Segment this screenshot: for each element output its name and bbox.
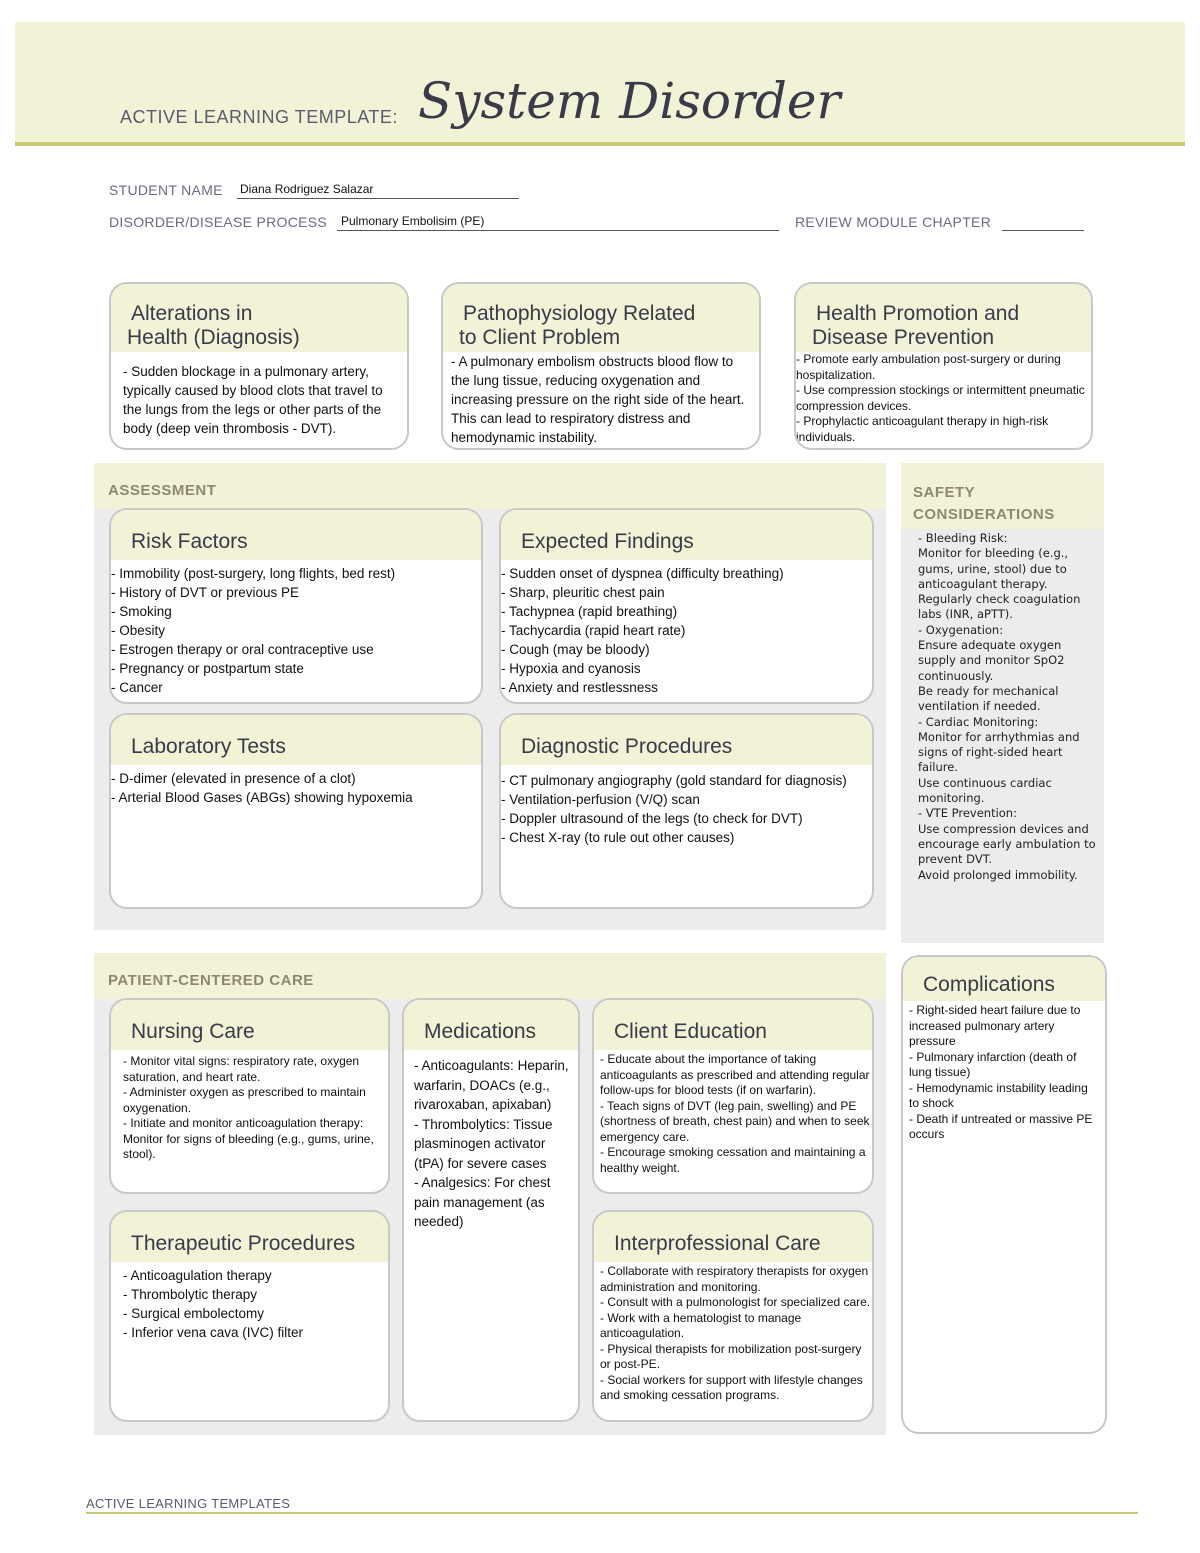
list-item: Use compression devices and encourage early ambulation to prevent DVT. [918,821,1096,867]
alterations-title-line2: Health (Diagnosis) [127,326,300,349]
list-item: - Tachypnea (rapid breathing) [501,604,678,619]
nursing-care-title: Nursing Care [111,1000,388,1050]
expected-findings-box [499,508,874,704]
interprofessional-care-box [592,1210,874,1422]
footer-label: ACTIVE LEARNING TEMPLATES [86,1496,291,1511]
list-item: - Social workers for support with lifestyle changes and smoking cessation programs. [600,1372,863,1402]
nursing-care-list [111,1050,388,1163]
footer-divider [86,1512,1138,1514]
list-item: - D-dimer (elevated in presence of a clot) [111,771,356,786]
pathophysiology-box [441,282,761,450]
list-item: - Anticoagulants: Heparin, warfarin, DOACs (e.g., rivaroxaban, apixaban) [414,1058,569,1112]
list-item: - Physical therapists for mobilization post-surgery or post-PE. [600,1341,862,1371]
pathophysiology-title-line2: to Client Problem [459,326,621,349]
list-item: - Encourage smoking cessation and maintaining a healthy weight. [600,1145,866,1175]
client-education-title: Client Education [594,1000,872,1050]
list-item: - Pulmonary infarction (death of lung tissue) [909,1049,1077,1079]
list-item: Monitor for arrhythmias and signs of right-sided heart failure. [918,729,1080,775]
list-item: - Educate about the importance of taking anticoagulants as prescribed and attending regular follow-ups for blood tests (if on warfarin). [600,1052,870,1097]
health-promotion-title-line1: Health Promotion and [816,302,1020,325]
health-promotion-title [796,284,1091,352]
list-item: - Anticoagulation therapy [123,1268,272,1283]
list-item: - Cancer [111,680,163,695]
nursing-care-box [109,998,390,1194]
complications-title: Complications [903,957,1105,1001]
safety-heading-line2: CONSIDERATIONS [913,506,1055,523]
student-name-label: STUDENT NAME [109,182,223,198]
list-item: - Cardiac Monitoring: [918,714,1039,729]
health-promotion-list [796,352,1091,445]
review-chapter-label: REVIEW MODULE CHAPTER [795,214,992,230]
list-item: - Sudden onset of dyspnea (difficulty breathing) [501,566,784,581]
list-item: - Use compression stockings or intermittent pneumatic compression devices. [796,383,1085,413]
laboratory-tests-box [109,713,483,909]
list-item: Regularly check coagulation labs (INR, aPTT). [918,592,1081,622]
list-item: - Right-sided heart failure due to increased pulmonary artery pressure [909,1003,1081,1048]
list-item: - Analgesics: For chest pain management (as needed) [414,1175,551,1229]
list-item: Use continuous cardiac monitoring. [918,775,1052,806]
list-item: - Monitor vital signs: respiratory rate, oxygen saturation, and heart rate. [123,1054,360,1084]
disorder-label: DISORDER/DISEASE PROCESS [109,214,328,230]
health-promotion-title-line2: Disease Prevention [812,326,995,349]
safety-list [918,531,1098,883]
therapeutic-procedures-box [109,1210,390,1422]
risk-factors-title: Risk Factors [111,510,481,560]
safety-heading [913,482,1055,526]
list-item: - Immobility (post-surgery, long flights, bed rest) [111,566,396,581]
expected-findings-list [501,560,872,697]
list-item: Ensure adequate oxygen supply and monitor SpO2 continuously. [918,638,1065,683]
laboratory-tests-list [111,765,481,807]
complications-list [903,1001,1105,1145]
review-chapter-field[interactable] [1002,214,1084,231]
laboratory-tests-title: Laboratory Tests [111,715,481,765]
list-item: - Collaborate with respiratory therapists for oxygen administration and monitoring. [600,1264,869,1294]
list-item: - Administer oxygen as prescribed to maintain oxygenation. [123,1085,366,1115]
pathophysiology-title-line1: Pathophysiology Related [463,302,696,325]
therapeutic-procedures-list [111,1262,388,1342]
list-item: - Thrombolytic therapy [123,1287,258,1302]
list-item: - Work with a hematologist to manage anticoagulation. [600,1310,802,1340]
list-item: - Smoking [111,604,172,619]
list-item: - Pregnancy or postpartum state [111,661,304,676]
list-item: - Oxygenation: [918,622,1004,637]
health-promotion-box [794,282,1093,450]
list-item: - Thrombolytics: Tissue plasminogen activator (tPA) for severe cases [414,1116,553,1171]
alterations-box [109,282,409,450]
list-item: - Sharp, pleuritic chest pain [501,585,665,600]
list-item: - Bleeding Risk: [918,531,1008,545]
medications-list [404,1050,578,1232]
disorder-field[interactable] [337,214,779,231]
client-education-box [592,998,874,1194]
list-item: - Initiate and monitor anticoagulation therapy: Monitor for signs of bleeding (e.g., gums, urine, stool). [123,1116,374,1161]
header-divider [15,142,1185,146]
list-item: - Promote early ambulation post-surgery or during hospitalization. [796,352,1061,382]
therapeutic-procedures-title: Therapeutic Procedures [111,1212,388,1262]
list-item: - CT pulmonary angiography (gold standard for diagnosis) [501,773,847,788]
list-item: - Teach signs of DVT (leg pain, swelling) and PE (shortness of breath, chest pain) and when to seek emergency care. [600,1098,870,1144]
expected-findings-title: Expected Findings [501,510,872,560]
list-item: Avoid prolonged immobility. [918,867,1078,882]
student-name-field[interactable] [237,182,519,199]
list-item: - Inferior vena cava (IVC) filter [123,1325,304,1340]
list-item: - Anxiety and restlessness [501,680,658,695]
complications-box [901,955,1107,1434]
list-item: - Hemodynamic instability leading to shock [909,1080,1088,1110]
list-item: - Chest X-ray (to rule out other causes) [501,830,735,845]
alterations-title [111,284,407,352]
disorder-value: Pulmonary Embolisim (PE) [341,214,485,228]
medications-box [402,998,580,1422]
alterations-title-line1: Alterations in [131,302,253,325]
patient-centered-care-heading: PATIENT-CENTERED CARE [108,972,314,989]
list-item: - Doppler ultrasound of the legs (to check for DVT) [501,811,803,826]
safety-heading-line1: SAFETY [913,484,976,501]
pathophysiology-body: - A pulmonary embolism obstructs blood flow to the lung tissue, reducing oxygenation and increasing pressure on the right side of the heart. This can lead to respiratory distress and hemodynamic instability. [451,354,745,445]
list-item: - Obesity [111,623,166,638]
list-item: - Consult with a pulmonologist for specialized care. [600,1295,871,1309]
risk-factors-box [109,508,483,704]
list-item: - Tachycardia (rapid heart rate) [501,623,686,638]
list-item: Monitor for bleeding (e.g., gums, urine, stool) due to anticoagulant therapy. [918,546,1069,591]
interprofessional-care-list [594,1262,872,1404]
diagnostic-procedures-list [501,765,872,847]
medications-title: Medications [404,1000,578,1050]
assessment-heading: ASSESSMENT [108,482,217,499]
list-item: - Estrogen therapy or oral contraceptive use [111,642,374,657]
pathophysiology-title [443,284,759,352]
alterations-body: - Sudden blockage in a pulmonary artery, typically caused by blood clots that travel to the lungs from the legs or other parts of the body (deep vein thrombosis - DVT). [123,364,383,436]
list-item: - Prophylactic anticoagulant therapy in high-risk individuals. [796,414,1049,444]
client-education-list [594,1050,872,1176]
list-item: - Arterial Blood Gases (ABGs) showing hypoxemia [111,790,413,805]
risk-factors-list [111,560,481,697]
list-item: - History of DVT or previous PE [111,585,300,600]
template-label: ACTIVE LEARNING TEMPLATE: [120,107,398,127]
list-item: - Cough (may be bloody) [501,642,650,657]
list-item: - VTE Prevention: [918,806,1017,821]
student-name-value: Diana Rodriguez Salazar [240,182,374,196]
list-item: - Surgical embolectomy [123,1306,265,1321]
interprofessional-care-title: Interprofessional Care [594,1212,872,1262]
template-title: System Disorder [418,72,841,130]
list-item: - Hypoxia and cyanosis [501,661,641,676]
diagnostic-procedures-title: Diagnostic Procedures [501,715,872,765]
diagnostic-procedures-box [499,713,874,909]
list-item: Be ready for mechanical ventilation if needed. [918,683,1059,714]
list-item: - Ventilation-perfusion (V/Q) scan [501,792,700,807]
list-item: - Death if untreated or massive PE occurs [909,1111,1093,1141]
